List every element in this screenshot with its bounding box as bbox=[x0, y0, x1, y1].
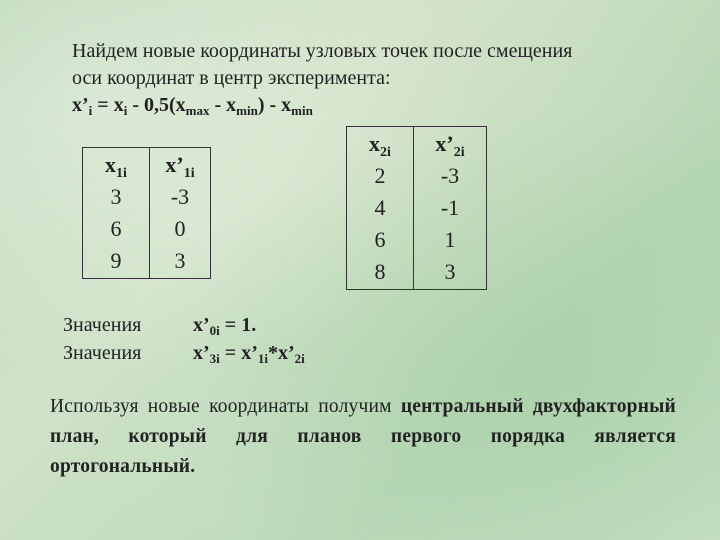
table-cell: 3 bbox=[110, 184, 122, 209]
table-cell: 2 bbox=[374, 163, 386, 188]
table-cell: -3 bbox=[170, 184, 190, 209]
factor2-table bbox=[346, 126, 487, 290]
factor1-original-column bbox=[83, 148, 150, 279]
intro-line-1: Найдем новые координаты узловых точек после смещения bbox=[72, 40, 573, 62]
column-header: $x’_{2i}$ bbox=[435, 131, 465, 160]
factor2-coded-column bbox=[414, 127, 487, 290]
conclusion-paragraph bbox=[50, 392, 676, 482]
transform-formula: $x’_i = x_i - 0,5(x_{max} - x_{min}) - x_{min}$ bbox=[72, 94, 313, 118]
table-cell: 1 bbox=[444, 227, 456, 252]
value-expression-x3: $x’_{3i}$ = $x’_{1i}*x’_{2i}$ bbox=[193, 342, 305, 366]
intro-line-2: оси координат в центр эксперимента: bbox=[72, 67, 391, 89]
factor1-table bbox=[82, 147, 211, 279]
factor2-original-column bbox=[347, 127, 414, 290]
table-cell: 6 bbox=[374, 227, 386, 252]
conclusion-bold: центральный двухфакторный план, который для планов первого порядка является ортогональный. bbox=[50, 396, 676, 477]
table-cell: 6 bbox=[110, 216, 122, 241]
values-label-2: Значения bbox=[63, 342, 142, 364]
table-cell: -1 bbox=[440, 195, 460, 220]
table-cell: 9 bbox=[110, 248, 122, 273]
conclusion-normal: Используя новые координаты получим bbox=[50, 396, 401, 417]
table-cell: -3 bbox=[440, 163, 460, 188]
table-cell: 3 bbox=[174, 248, 186, 273]
column-header: $x_{2i}$ bbox=[369, 131, 391, 160]
table-cell: 3 bbox=[444, 259, 456, 284]
table-cell: 8 bbox=[374, 259, 386, 284]
intro-text bbox=[72, 38, 572, 119]
value-expression-x0: $x’_{0i} = 1$. bbox=[193, 314, 257, 338]
table-cell: 4 bbox=[374, 195, 386, 220]
values-label-1: Значения bbox=[63, 314, 142, 336]
table-cell: 0 bbox=[174, 216, 186, 241]
column-header: $x_{1i}$ bbox=[105, 152, 127, 181]
column-header: $x’_{1i}$ bbox=[165, 152, 195, 181]
factor1-coded-column bbox=[150, 148, 211, 279]
